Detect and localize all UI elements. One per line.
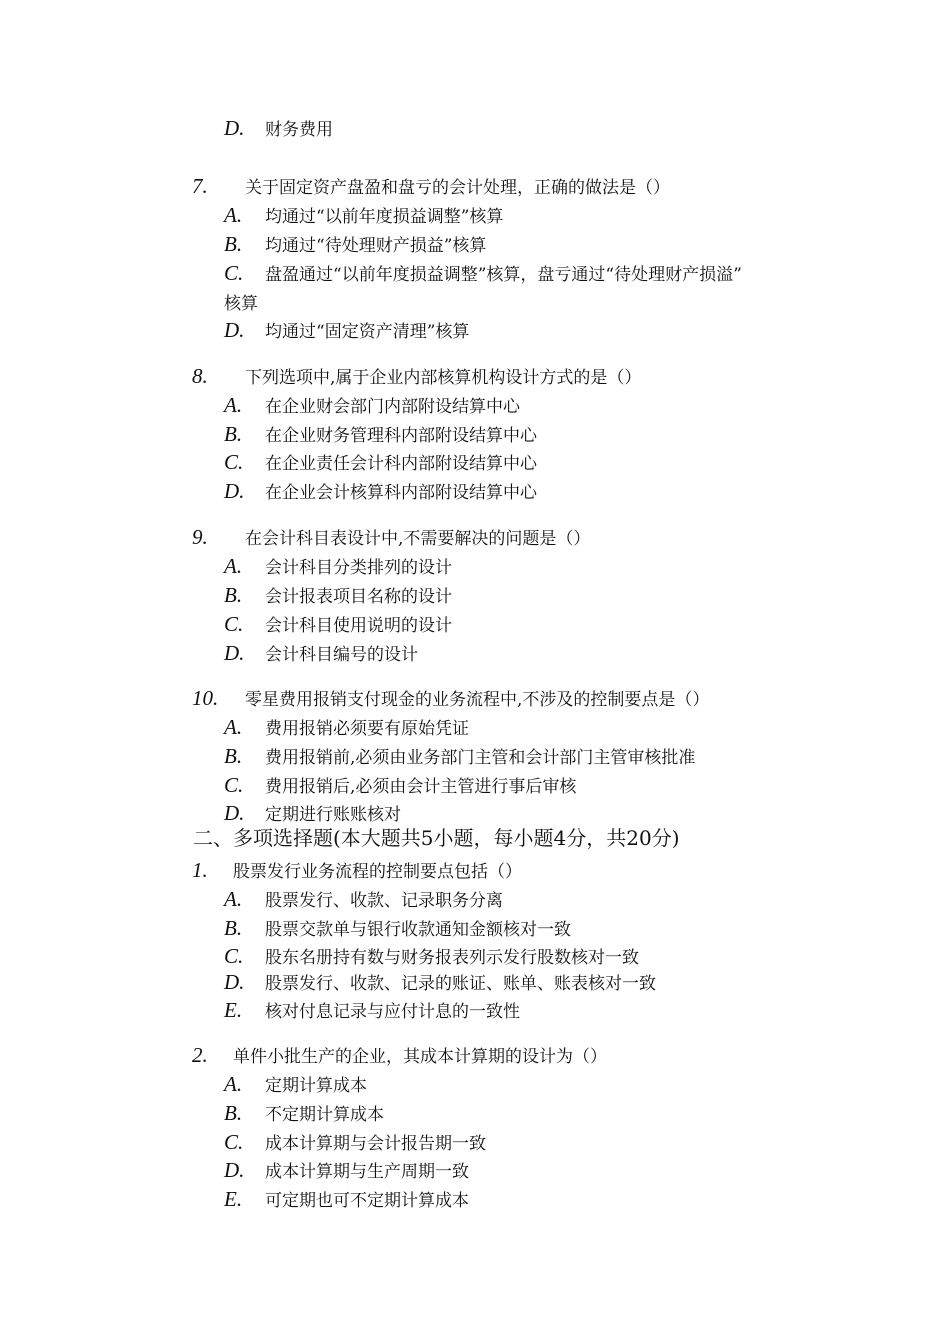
option-letter: D. <box>224 801 245 825</box>
text-line: 盘盈通过“以前年度损益调整”核算，盘亏通过“待处理财产损溢” <box>265 265 742 285</box>
text-line: 定期计算成本 <box>265 1076 367 1096</box>
option-letter: C. <box>224 944 244 968</box>
text-line: 费用报销必须要有原始凭证 <box>265 719 469 739</box>
question-number: 9. <box>192 525 208 549</box>
option-letter: E. <box>224 998 243 1022</box>
text-line: 不定期计算成本 <box>265 1105 384 1125</box>
option-letter: D. <box>224 116 245 140</box>
question-number: 10. <box>192 686 219 710</box>
option-letter: E. <box>224 1187 243 1211</box>
text-line: 零星费用报销支付现金的业务流程中,不涉及的控制要点是（） <box>245 690 710 710</box>
option-letter: B. <box>224 232 243 256</box>
option-letter: D. <box>224 1158 245 1182</box>
text-line: 在企业财务管理科内部附设结算中心 <box>265 426 537 446</box>
question-number: 7. <box>192 174 208 198</box>
text-line: 财务费用 <box>265 120 333 140</box>
text-line: 定期进行账账核对 <box>265 805 401 825</box>
option-letter: C. <box>224 261 244 285</box>
option-letter: A. <box>224 203 243 227</box>
text-line: 会计报表项目名称的设计 <box>265 587 452 607</box>
option-letter: A. <box>224 887 243 911</box>
option-letter: B. <box>224 744 243 768</box>
text-line: 会计科目使用说明的设计 <box>265 616 452 636</box>
option-letter: D. <box>224 970 245 994</box>
option-letter: C. <box>224 450 244 474</box>
option-letter: D. <box>224 318 245 342</box>
option-letter: A. <box>224 1072 243 1096</box>
text-line: 均通过“待处理财产损益”核算 <box>265 236 487 256</box>
option-letter: C. <box>224 1130 244 1154</box>
option-letter: B. <box>224 1101 243 1125</box>
option-letter: A. <box>224 393 243 417</box>
option-letter: D. <box>224 479 245 503</box>
text-line: 股票发行业务流程的控制要点包括（） <box>233 862 522 882</box>
option-letter: B. <box>224 422 243 446</box>
option-letter: A. <box>224 715 243 739</box>
text-line: 股票发行、收款、记录的账证、账单、账表核对一致 <box>265 974 656 994</box>
text-line: 股票交款单与银行收款通知金额核对一致 <box>265 920 571 940</box>
option-letter: B. <box>224 583 243 607</box>
text-line: 在企业责任会计科内部附设结算中心 <box>265 454 537 474</box>
question-number: 2. <box>192 1043 208 1067</box>
text-line: 单件小批生产的企业，其成本计算期的设计为（） <box>233 1047 607 1067</box>
text-line: 可定期也可不定期计算成本 <box>265 1191 469 1211</box>
text-line: 核对付息记录与应付计息的一致性 <box>265 1002 520 1022</box>
text-line: 核算 <box>224 294 258 314</box>
question-number: 1. <box>192 858 208 882</box>
text-line: 均通过“以前年度损益调整”核算 <box>265 207 504 227</box>
text-line: 成本计算期与生产周期一致 <box>265 1162 469 1182</box>
text-line: 在企业会计核算科内部附设结算中心 <box>265 483 537 503</box>
text-line: 在会计科目表设计中,不需要解决的问题是（） <box>245 529 591 549</box>
text-line: 费用报销前,必须由业务部门主管和会计部门主管审核批准 <box>265 748 696 768</box>
option-letter: B. <box>224 916 243 940</box>
option-letter: C. <box>224 773 244 797</box>
text-line: 股东名册持有数与财务报表列示发行股数核对一致 <box>265 948 639 968</box>
text-line: 费用报销后,必须由会计主管进行事后审核 <box>265 777 577 797</box>
question-number: 8. <box>192 364 208 388</box>
option-letter: A. <box>224 554 243 578</box>
text-line: 会计科目分类排列的设计 <box>265 558 452 578</box>
option-letter: C. <box>224 612 244 636</box>
text-line: 下列选项中,属于企业内部核算机构设计方式的是（） <box>245 368 642 388</box>
text-line: 成本计算期与会计报告期一致 <box>265 1134 486 1154</box>
text-line: 均通过“固定资产清理”核算 <box>265 322 470 342</box>
text-line: 股票发行、收款、记录职务分离 <box>265 891 503 911</box>
text-line: 在企业财会部门内部附设结算中心 <box>265 397 520 417</box>
text-line: 会计科目编号的设计 <box>265 645 418 665</box>
section-heading: 二、多项选择题(本大题共5小题，每小题4分，共20分) <box>193 826 680 850</box>
text-line: 关于固定资产盘盈和盘亏的会计处理，正确的做法是（） <box>245 178 670 198</box>
option-letter: D. <box>224 641 245 665</box>
